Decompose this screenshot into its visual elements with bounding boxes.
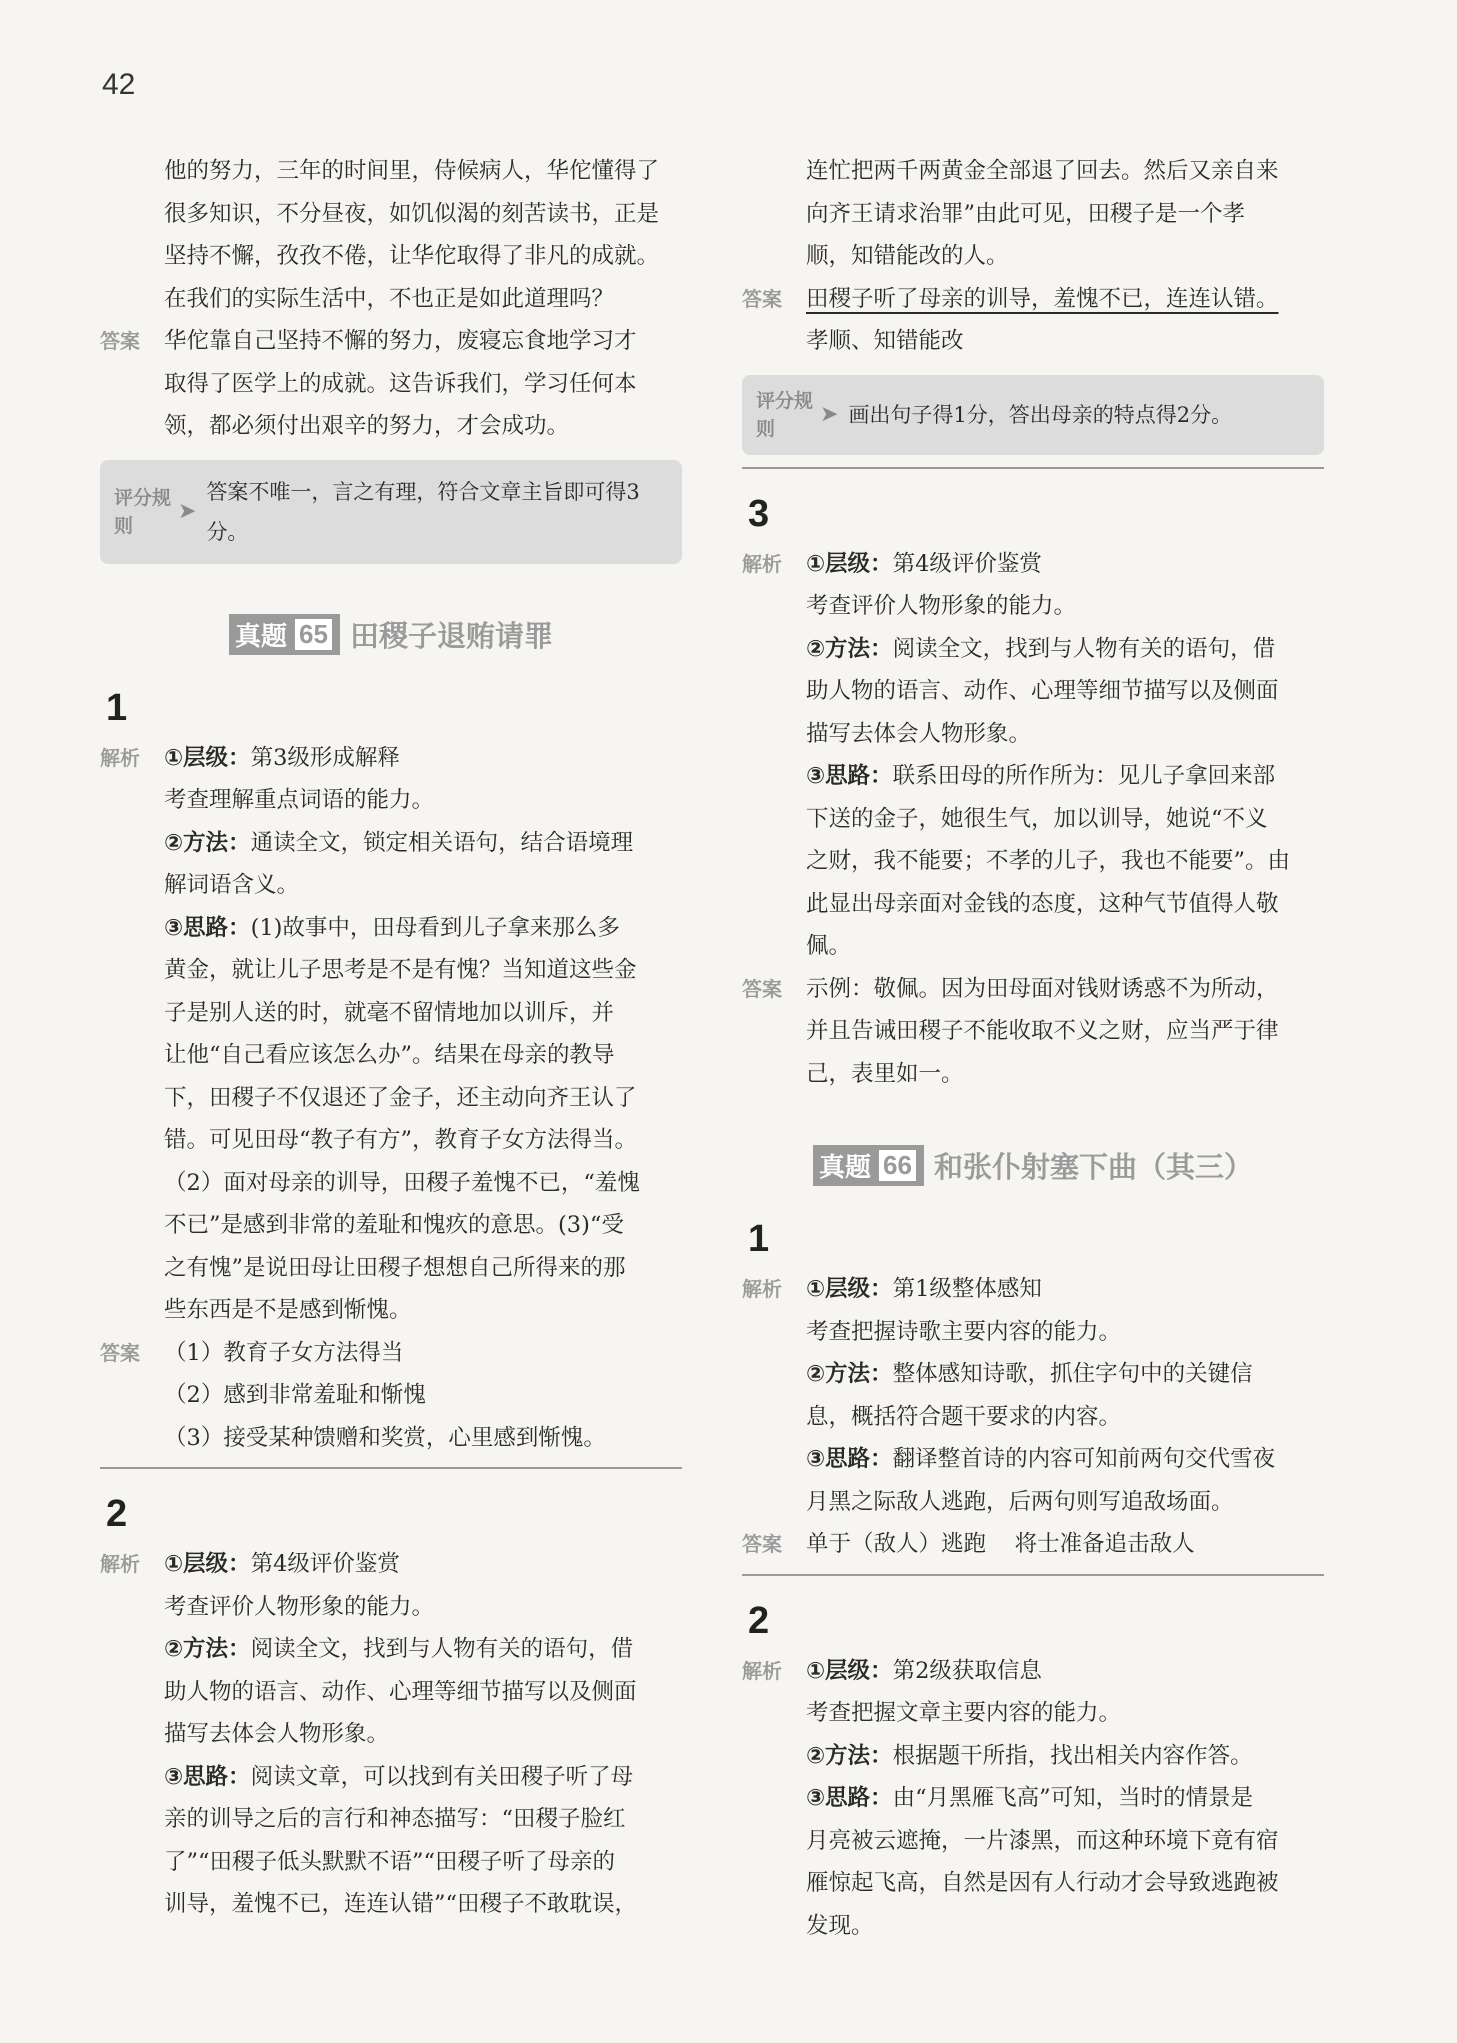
answer-tag: 答案 [100,329,140,353]
question-number: 2 [106,1493,128,1535]
analysis-tag: 解析 [100,1552,140,1576]
analysis-tag: 解析 [100,745,140,770]
section-title-66 [742,1145,1324,1186]
question-number: 3 [748,492,770,535]
scoring-tag: 评分规则 [114,486,172,537]
question-number: 2 [748,1599,770,1642]
scoring-rule-box [100,460,682,564]
divider [742,467,1324,469]
analysis-block: 解析 ①层级：第4级评价鉴赏 考查评价人物形象的能力。 ②方法：阅读全文，找到与人物有关的语句，借 助人物的语言、动作、心理等细节描写以及侧面 描写去体会人物形象。 ③思路：阅读文章，可以找到有关田稷子听了母 亲的训导之后的言行和神态描写：“田稷子脸红 了”“田稷子低头默默不语”“田稷子听了母亲的 训导，羞愧不已，连连认错”“田稷子不敢耽误， [100,1543,682,1926]
section-number: 65 [293,617,334,652]
scoring-text: 画出句子得1分，答出母亲的特点得2分。 [848,402,1233,427]
continuation-paragraph: 连忙把两千两黄金全部退了回去。然后又亲自来 向齐王请求治罪”由此可见，田稷子是一个孝 顺，知错能改的人。 [806,158,1279,269]
divider [100,1467,682,1469]
answer-block: 答案 （1）教育子女方法得当 （2）感到非常羞耻和惭愧 （3）接受某种馈赠和奖赏，心里感到惭愧。 [100,1332,682,1460]
analysis-block: 解析 ①层级：第4级评价鉴赏 考查评价人物形象的能力。 ②方法：阅读全文，找到与人物有关的语句，借 助人物的语言、动作、心理等细节描写以及侧面 描写去体会人物形象。 ③思路：联系田母的所作所为：见儿子拿回来部 下送的金子，她很生气，加以训导，她说“不义 之财，我不能要；不孝的儿子，我也不能要”。由 此显出母亲面对金钱的态度，这种气节值得人敬 佩。 [742,543,1324,968]
section-number: 66 [877,1148,918,1183]
analysis-block: 解析 ①层级：第3级形成解释 考查理解重点词语的能力。 ②方法：通读全文，锁定相关语句，结合语境理 解词语含义。 ③思路：(1)故事中，田母看到儿子拿来那么多 黄金，就让儿子思考是不是有愧？当知道这些金 子是别人送的时，就毫不留情地加以训斥，并 让他“自己看应该怎么办”。结果在母亲的教导 下，田稷子不仅退还了金子，还主动向齐王认了 错。可见田母“教子有方”，教育子女方法得当。 （2）面对母亲的训导，田稷子羞愧不已，“羞愧 不已”是感到非常的羞耻和愧疚的意思。(3)“受 之有愧”是说田母让田稷子想想自己所得来的那 些东西是不是感到惭愧。 [100,737,682,1332]
answer-tag: 答案 [742,976,782,1001]
answer-block: 答案 田稷子听了母亲的训导，羞愧不已，连连认错。 孝顺、知错能改 [742,278,1324,363]
answer-block: 答案 华佗靠自己坚持不懈的努力，废寝忘食地学习才 取得了医学上的成就。这告诉我们，学习任何本 领，都必须付出艰辛的努力，才会成功。 [100,320,682,448]
right-column [742,150,1324,1947]
section-name: 田稷子退贿请罪 [349,618,553,653]
question-number: 1 [106,686,128,729]
section-name: 和张仆射塞下曲（其三） [933,1150,1253,1184]
arrow-icon: ➤ [820,402,839,427]
section-title-65 [100,614,682,655]
analysis-block: 解析 ①层级：第1级整体感知 考查把握诗歌主要内容的能力。 ②方法：整体感知诗歌，抓住字句中的关键信 息，概括符合题干要求的内容。 ③思路：翻译整首诗的内容可知前两句交代雪夜 月黑之际敌人逃跑，后两句则写追敌场面。 [742,1268,1324,1523]
answer-block: 答案 示例：敬佩。因为田母面对钱财诱惑不为所动， 并且告诫田稷子不能收取不义之财，应当严于律 己，表里如一。 [742,968,1324,1096]
section-badge: 真题 65 [229,614,340,655]
analysis-tag: 解析 [742,1277,782,1301]
analysis-tag: 解析 [742,1658,782,1683]
underlined-answer: 田稷子听了母亲的训导，羞愧不已，连连认错。 [806,285,1279,312]
analysis-tag: 解析 [742,551,782,576]
page-number: 42 [102,68,136,101]
scoring-text: 答案不唯一，言之有理，符合文章主旨即可得3分。 [206,479,640,544]
left-column [100,150,682,1926]
answer-tag: 答案 [100,1340,140,1365]
answer-block: 答案 单于（敌人）逃跑 将士准备追击敌人 [742,1523,1324,1566]
arrow-icon: ➤ [178,499,197,524]
answer-tag: 答案 [742,286,782,311]
section-badge: 真题 66 [813,1145,924,1186]
scoring-rule-box [742,375,1324,455]
divider [742,1574,1324,1576]
scoring-tag: 评分规则 [756,389,814,440]
answer-tag: 答案 [742,1532,782,1556]
analysis-block: 解析 ①层级：第2级获取信息 考查把握文章主要内容的能力。 ②方法：根据题干所指，找出相关内容作答。 ③思路：由“月黑雁飞高”可知，当时的情景是 月亮被云遮掩，一片漆黑，而这种环境下竟有宿 雁惊起飞高，自然是因有人行动才会导致逃跑被 发现。 [742,1650,1324,1948]
intro-paragraph: 他的努力，三年的时间里，侍候病人，华佗懂得了 很多知识，不分昼夜，如饥似渴的刻苦读书，正是 坚持不懈，孜孜不倦，让华佗取得了非凡的成就。 在我们的实际生活中，不也正是如此道理吗？ [164,158,660,312]
question-number: 1 [748,1218,770,1260]
